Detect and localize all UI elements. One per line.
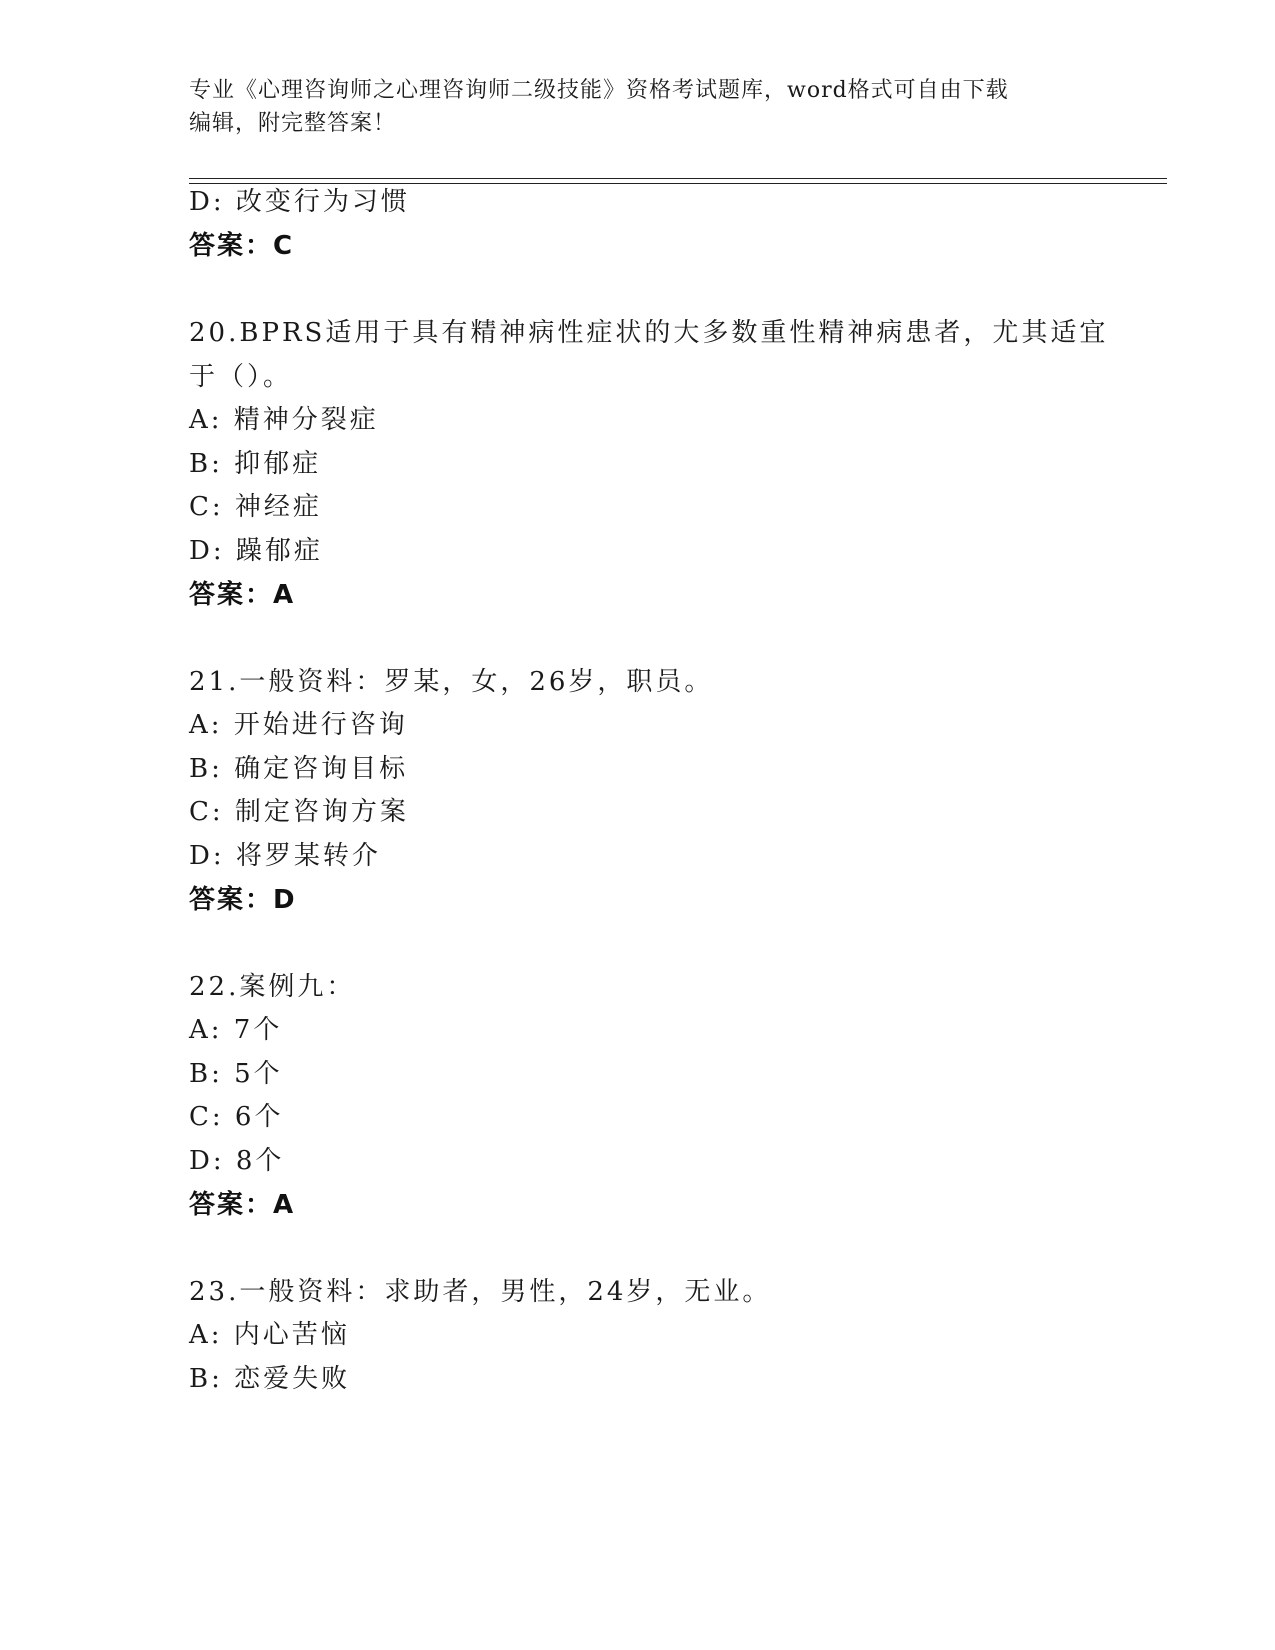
q21-option-c: C: 制定咨询方案 bbox=[189, 797, 409, 827]
q21-option-a: A: 开始进行咨询 bbox=[189, 710, 408, 740]
q19-option-d: D: 改变行为习惯 bbox=[189, 187, 410, 217]
q21-stem: 21.一般资料：罗某，女，26岁，职员。 bbox=[189, 667, 714, 697]
q20-option-d: D: 躁郁症 bbox=[189, 536, 323, 566]
q20-stem-line-2: 于（）。 bbox=[189, 362, 293, 392]
document-header bbox=[189, 74, 1089, 140]
q20-answer: 答案：A bbox=[189, 580, 296, 610]
header-line-2: 编辑，附完整答案！ bbox=[189, 111, 397, 136]
q22-option-d: D: 8个 bbox=[189, 1146, 285, 1176]
header-divider-bottom bbox=[189, 183, 1167, 184]
q21-option-d: D: 将罗某转介 bbox=[189, 841, 381, 871]
q23-option-b: B: 恋爱失败 bbox=[189, 1364, 351, 1394]
q22-option-a: A: 7个 bbox=[189, 1015, 283, 1045]
q19-answer: 答案：C bbox=[189, 231, 295, 261]
q23-stem: 23.一般资料：求助者，男性，24岁，无业。 bbox=[189, 1277, 772, 1307]
q22-option-b: B: 5个 bbox=[189, 1059, 283, 1089]
q22-option-c: C: 6个 bbox=[189, 1102, 284, 1132]
q23-option-a: A: 内心苦恼 bbox=[189, 1320, 350, 1350]
header-divider-top bbox=[189, 178, 1167, 179]
q20-stem-line-1: 20.BPRS适用于具有精神病性症状的大多数重性精神病患者，尤其适宜 bbox=[189, 318, 1109, 348]
header-line-1: 专业《心理咨询师之心理咨询师二级技能》资格考试题库，word格式可自由下载 bbox=[189, 78, 1009, 103]
q21-option-b: B: 确定咨询目标 bbox=[189, 754, 409, 784]
q20-option-b: B: 抑郁症 bbox=[189, 449, 322, 479]
q21-answer: 答案：D bbox=[189, 885, 297, 915]
q22-stem: 22.案例九： bbox=[189, 972, 356, 1002]
q20-option-a: A: 精神分裂症 bbox=[189, 405, 379, 435]
q20-option-c: C: 神经症 bbox=[189, 492, 322, 522]
q22-answer: 答案：A bbox=[189, 1190, 296, 1220]
